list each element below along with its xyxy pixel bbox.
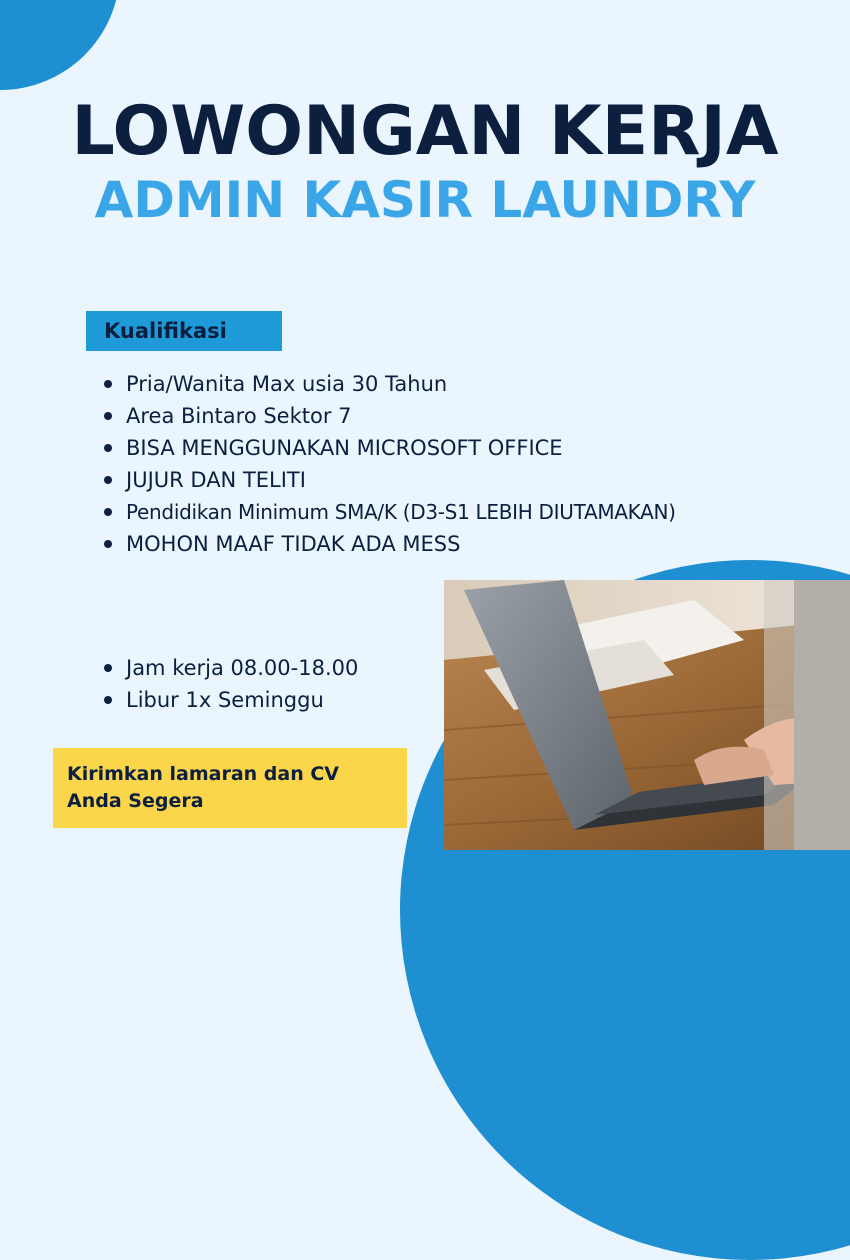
list-item: Jam kerja 08.00-18.00	[102, 652, 358, 684]
corner-decoration	[0, 0, 120, 90]
list-item: JUJUR DAN TELITI	[102, 464, 676, 496]
list-item: Pria/Wanita Max usia 30 Tahun	[102, 368, 676, 400]
cta-line: Anda Segera	[67, 790, 204, 812]
laptop-illustration	[444, 580, 850, 850]
laptop-photo	[444, 580, 850, 850]
list-item: Pendidikan Minimum SMA/K (D3-S1 LEBIH DIUTAMAKAN)	[102, 496, 676, 528]
work-info-list	[102, 652, 358, 716]
poster-subtitle: ADMIN KASIR LAUNDRY	[94, 171, 756, 229]
poster-title: LOWONGAN KERJA	[71, 92, 779, 171]
qualification-label: Kualifikasi	[86, 311, 282, 351]
list-item: Area Bintaro Sektor 7	[102, 400, 676, 432]
list-item: Libur 1x Seminggu	[102, 684, 358, 716]
list-item: BISA MENGGUNAKAN MICROSOFT OFFICE	[102, 432, 676, 464]
cta-box	[53, 748, 407, 828]
qualification-list	[102, 368, 676, 560]
list-item: MOHON MAAF TIDAK ADA MESS	[102, 528, 676, 560]
cta-line: Kirimkan lamaran dan CV	[67, 763, 340, 785]
